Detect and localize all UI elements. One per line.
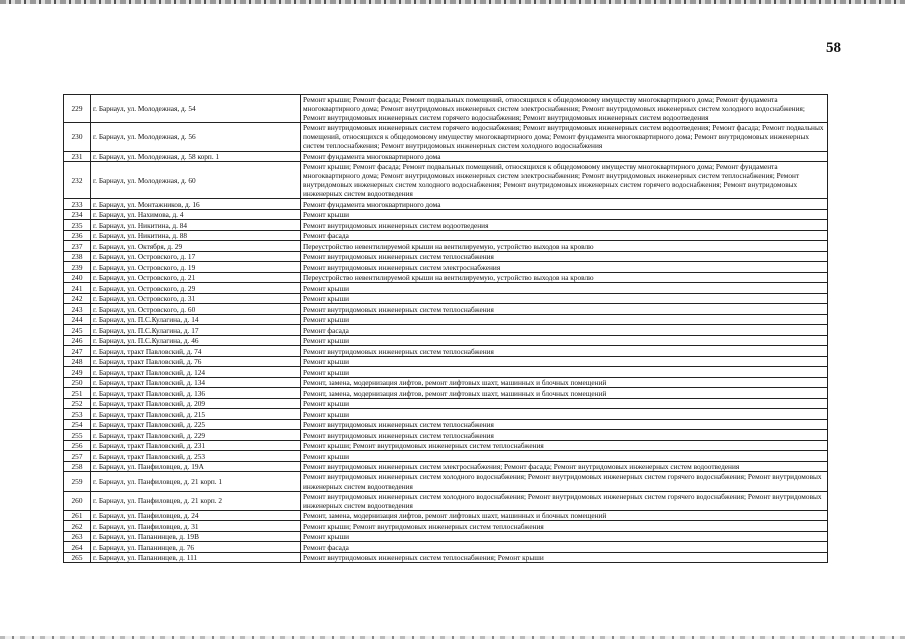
table-row (64, 430, 828, 441)
row-address: г. Барнаул, тракт Павловский, д. 76 (91, 356, 301, 367)
row-number: 230 (64, 123, 91, 151)
row-address: г. Барнаул, ул. Островского, д. 19 (91, 262, 301, 273)
row-works: Ремонт внутридомовых инженерных систем холодного водоснабжения; Ремонт внутридомовых инженерных систем горячего водоснабжения; Ремонт внутридомовых инженерных систем водоотведения (301, 491, 828, 510)
row-address: г. Барнаул, ул. Молодежная, д. 56 (91, 123, 301, 151)
row-number: 239 (64, 262, 91, 273)
row-address: г. Барнаул, ул. Никитина, д. 84 (91, 220, 301, 231)
row-address: г. Барнаул, ул. Монтажников, д. 16 (91, 199, 301, 210)
row-address: г. Барнаул, тракт Павловский, д. 124 (91, 367, 301, 378)
row-number: 235 (64, 220, 91, 231)
row-works: Ремонт крыши (301, 398, 828, 409)
row-address: г. Барнаул, тракт Павловский, д. 215 (91, 409, 301, 420)
row-works: Переустройство невентилируемой крыши на вентилируемую, устройство выходов на кровлю (301, 241, 828, 252)
row-address: г. Барнаул, ул. Папанинцев, д. 76 (91, 542, 301, 553)
table-row (64, 335, 828, 346)
row-address: г. Барнаул, ул. Молодежная, д. 60 (91, 162, 301, 199)
row-number: 245 (64, 325, 91, 336)
row-works: Ремонт фасада (301, 325, 828, 336)
table-row (64, 398, 828, 409)
table-row (64, 230, 828, 241)
row-address: г. Барнаул, ул. Октября, д. 29 (91, 241, 301, 252)
row-works: Ремонт крыши; Ремонт внутридомовых инженерных систем теплоснабжения (301, 440, 828, 451)
row-address: г. Барнаул, ул. Островского, д. 29 (91, 283, 301, 294)
table-row (64, 491, 828, 510)
row-works: Ремонт фундамента многоквартирного дома (301, 151, 828, 162)
row-works: Ремонт крыши (301, 367, 828, 378)
row-works: Ремонт внутридомовых инженерных систем водоотведения (301, 220, 828, 231)
row-address: г. Барнаул, тракт Павловский, д. 209 (91, 398, 301, 409)
row-address: г. Барнаул, ул. Панфиловцев, д. 24 (91, 510, 301, 521)
row-works: Ремонт крыши (301, 356, 828, 367)
table-row (64, 531, 828, 542)
table-row (64, 123, 828, 151)
table-row (64, 199, 828, 210)
table-row (64, 220, 828, 231)
row-number: 264 (64, 542, 91, 553)
table-row (64, 262, 828, 273)
row-address: г. Барнаул, тракт Павловский, д. 74 (91, 346, 301, 357)
table-row (64, 461, 828, 472)
row-address: г. Барнаул, ул. Папанинцев, д. 111 (91, 552, 301, 563)
row-works: Ремонт крыши (301, 314, 828, 325)
row-number: 238 (64, 251, 91, 262)
row-number: 248 (64, 356, 91, 367)
row-number: 259 (64, 472, 91, 491)
table-row (64, 325, 828, 336)
row-number: 253 (64, 409, 91, 420)
row-number: 236 (64, 230, 91, 241)
row-works: Ремонт, замена, модернизация лифтов, ремонт лифтовых шахт, машинных и блочных помещений (301, 510, 828, 521)
table-row (64, 314, 828, 325)
row-number: 246 (64, 335, 91, 346)
table-row (64, 388, 828, 399)
row-address: г. Барнаул, ул. Панфиловцев, д. 21 корп. 1 (91, 472, 301, 491)
row-address: г. Барнаул, ул. Никитина, д. 88 (91, 230, 301, 241)
row-address: г. Барнаул, ул. П.С.Кулагина, д. 46 (91, 335, 301, 346)
row-works: Ремонт крыши (301, 409, 828, 420)
row-number: 241 (64, 283, 91, 294)
row-address: г. Барнаул, ул. Островского, д. 31 (91, 293, 301, 304)
works-table-body (64, 95, 828, 563)
row-number: 252 (64, 398, 91, 409)
row-works: Ремонт фасада (301, 230, 828, 241)
row-works: Ремонт крыши (301, 293, 828, 304)
table-row (64, 283, 828, 294)
table-row (64, 151, 828, 162)
table-row (64, 510, 828, 521)
row-works: Ремонт крыши; Ремонт внутридомовых инженерных систем теплоснабжения (301, 521, 828, 532)
row-address: г. Барнаул, ул. Панфиловцев, д. 19А (91, 461, 301, 472)
row-number: 242 (64, 293, 91, 304)
row-works: Ремонт внутридомовых инженерных систем электроснабжения; Ремонт фасада; Ремонт внутридомовых инженерных систем водоотведения (301, 461, 828, 472)
table-row (64, 440, 828, 451)
row-number: 229 (64, 95, 91, 123)
page-number: 58 (826, 40, 841, 56)
row-address: г. Барнаул, ул. П.С.Кулагина, д. 17 (91, 325, 301, 336)
row-works: Ремонт внутридомовых инженерных систем холодного водоснабжения; Ремонт внутридомовых инженерных систем горячего водоснабжения; Ремонт внутридомовых инженерных систем водоотведения (301, 472, 828, 491)
row-address: г. Барнаул, тракт Павловский, д. 229 (91, 430, 301, 441)
row-works: Ремонт крыши (301, 531, 828, 542)
table-row (64, 272, 828, 283)
row-works: Ремонт внутридомовых инженерных систем теплоснабжения (301, 430, 828, 441)
row-address: г. Барнаул, ул. Нахимова, д. 4 (91, 209, 301, 220)
row-number: 243 (64, 304, 91, 315)
table-row (64, 451, 828, 462)
table-row (64, 356, 828, 367)
row-address: г. Барнаул, ул. Островского, д. 21 (91, 272, 301, 283)
row-number: 247 (64, 346, 91, 357)
row-address: г. Барнаул, ул. Молодежная, д. 54 (91, 95, 301, 123)
row-number: 254 (64, 419, 91, 430)
row-number: 250 (64, 377, 91, 388)
row-address: г. Барнаул, тракт Павловский, д. 136 (91, 388, 301, 399)
works-table (63, 94, 828, 563)
table-row (64, 95, 828, 123)
table-row (64, 521, 828, 532)
row-number: 263 (64, 531, 91, 542)
row-address: г. Барнаул, тракт Павловский, д. 134 (91, 377, 301, 388)
table-row (64, 346, 828, 357)
row-works: Ремонт внутридомовых инженерных систем теплоснабжения (301, 304, 828, 315)
row-address: г. Барнаул, тракт Павловский, д. 231 (91, 440, 301, 451)
row-address: г. Барнаул, ул. Панфиловцев, д. 21 корп. 2 (91, 491, 301, 510)
table-row (64, 409, 828, 420)
row-number: 257 (64, 451, 91, 462)
row-works: Ремонт внутридомовых инженерных систем электроснабжения (301, 262, 828, 273)
table-row (64, 552, 828, 563)
row-number: 265 (64, 552, 91, 563)
table-row (64, 251, 828, 262)
row-number: 255 (64, 430, 91, 441)
table-row (64, 377, 828, 388)
row-number: 251 (64, 388, 91, 399)
table-row (64, 419, 828, 430)
row-number: 232 (64, 162, 91, 199)
row-address: г. Барнаул, ул. Молодежная, д. 58 корп. 1 (91, 151, 301, 162)
row-works: Ремонт крыши (301, 451, 828, 462)
row-number: 240 (64, 272, 91, 283)
table-row (64, 304, 828, 315)
row-works: Ремонт крыши (301, 335, 828, 346)
row-address: г. Барнаул, ул. Островского, д. 17 (91, 251, 301, 262)
row-works: Ремонт внутридомовых инженерных систем теплоснабжения (301, 251, 828, 262)
row-works: Ремонт, замена, модернизация лифтов, ремонт лифтовых шахт, машинных и блочных помещений (301, 388, 828, 399)
row-number: 260 (64, 491, 91, 510)
row-number: 233 (64, 199, 91, 210)
row-address: г. Барнаул, тракт Павловский, д. 253 (91, 451, 301, 462)
row-address: г. Барнаул, тракт Павловский, д. 225 (91, 419, 301, 430)
table-row (64, 241, 828, 252)
row-works: Ремонт внутридомовых инженерных систем теплоснабжения (301, 346, 828, 357)
row-address: г. Барнаул, ул. П.С.Кулагина, д. 14 (91, 314, 301, 325)
row-works: Ремонт, замена, модернизация лифтов, ремонт лифтовых шахт, машинных и блочных помещений (301, 377, 828, 388)
row-number: 231 (64, 151, 91, 162)
row-address: г. Барнаул, ул. Папанинцев, д. 19В (91, 531, 301, 542)
row-number: 262 (64, 521, 91, 532)
table-row (64, 367, 828, 378)
row-address: г. Барнаул, ул. Островского, д. 60 (91, 304, 301, 315)
row-works: Переустройство невентилируемой крыши на вентилируемую, устройство выходов на кровлю (301, 272, 828, 283)
table-row (64, 542, 828, 553)
scan-edge-top (0, 0, 905, 4)
row-works: Ремонт внутридомовых инженерных систем теплоснабжения; Ремонт крыши (301, 552, 828, 563)
row-number: 261 (64, 510, 91, 521)
row-works: Ремонт крыши (301, 283, 828, 294)
row-works: Ремонт фундамента многоквартирного дома (301, 199, 828, 210)
row-number: 256 (64, 440, 91, 451)
row-works: Ремонт внутридомовых инженерных систем горячего водоснабжения; Ремонт внутридомовых инженерных систем водоотведения; Ремонт фасада; Ремонт подвальных помещений, относящихся к общедомовому имуществу многоквартирного дома; Ремонт фундамента многоквартирного дома; Ремонт внутридомовых инженерных систем теплоснабжения; Ремонт внутридомовых инженерных систем холодного водоснабжения (301, 123, 828, 151)
table-row (64, 472, 828, 491)
table-row (64, 209, 828, 220)
row-number: 237 (64, 241, 91, 252)
row-works: Ремонт крыши; Ремонт фасада; Ремонт подвальных помещений, относящихся к общедомовому имуществу многоквартирного дома; Ремонт фундамента многоквартирного дома; Ремонт внутридомовых инженерных систем электроснабжения; Ремонт внутридомовых инженерных систем холодного водоснабжения; Ремонт внутридомовых инженерных систем горячего водоснабжения; Ремонт внутридомовых инженерных систем водоотведения (301, 95, 828, 123)
row-works: Ремонт крыши (301, 209, 828, 220)
row-number: 258 (64, 461, 91, 472)
row-works: Ремонт внутридомовых инженерных систем теплоснабжения (301, 419, 828, 430)
table-row (64, 162, 828, 199)
row-number: 244 (64, 314, 91, 325)
row-number: 234 (64, 209, 91, 220)
row-number: 249 (64, 367, 91, 378)
table-row (64, 293, 828, 304)
row-address: г. Барнаул, ул. Панфиловцев, д. 31 (91, 521, 301, 532)
row-works: Ремонт фасада (301, 542, 828, 553)
row-works: Ремонт крыши; Ремонт фасада; Ремонт подвальных помещений, относящихся к общедомовому имуществу многоквартирного дома; Ремонт фундамента многоквартирного дома; Ремонт внутридомовых инженерных систем электроснабжения; Ремонт внутридомовых инженерных систем теплоснабжения; Ремонт внутридомовых инженерных систем холодного водоснабжения; Ремонт внутридомовых инженерных систем горячего водоснабжения; Ремонт внутридомовых инженерных систем водоотведения (301, 162, 828, 199)
